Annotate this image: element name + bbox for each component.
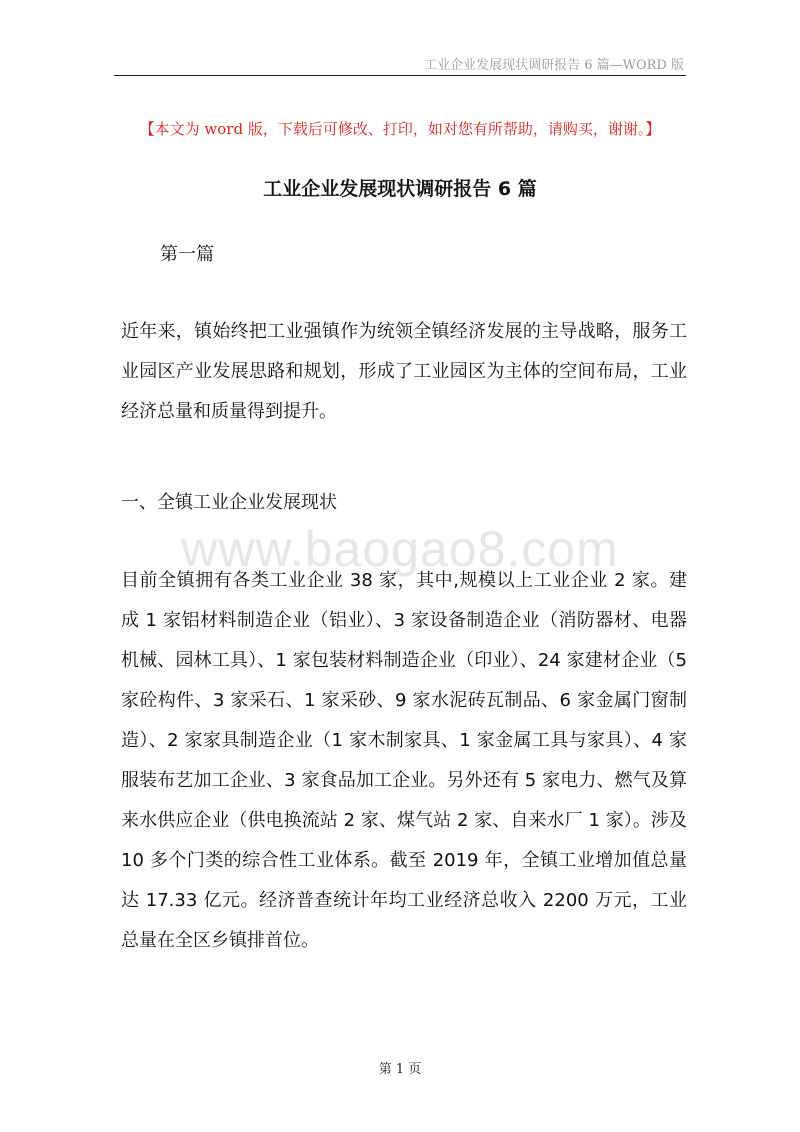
body-paragraph: 目前全镇拥有各类工业企业 38 家，其中,规模以上工业企业 2 家。建成 1 家铝材料制造企业（铝业）、3 家设备制造企业（消防器材、电器机械、园林工具）、1 家包装材料制造企业（印业）、24 家建材企业（5 家砼构件、3 家采石、1 家采砂、9 家水泥砖瓦制品、6 家金属门窗制造）、2 家家具制造企业（1 家木制家具、1 家金属工具与家具）、4 家服装布艺加工企业、3 家食品加工企业。另外还有 5 家电力、燃气及算来水供应企业（供电换流站 2 家、煤气站 2 家、自来水厂 1 家）。涉及 10 多个门类的综合性工业体系。截至 2019 年，全镇工业增加值总量达 17.33 亿元。经济普查统计年均工业经济总收入 2200 万元，工业总量在全区乡镇排首位。 [121,570,687,951]
section-heading: 一、全镇工业企业发展现状 [121,492,337,513]
intro-paragraph: 近年来，镇始终把工业强镇作为统领全镇经济发展的主导战略，服务工业园区产业发展思路和规划，形成了工业园区为主体的空间布局，工业经济总量和质量得到提升。 [121,321,687,422]
purchase-notice: 【本文为 word 版，下载后可修改、打印，如对您有所帮助，请购买，谢谢。】 [139,120,661,138]
running-header: 工业企业发展现状调研报告 6 篇—WORD 版 [424,58,684,73]
header-divider [114,75,686,76]
chapter-label: 第一篇 [160,244,214,265]
document-title: 工业企业发展现状调研报告 6 篇 [263,178,537,200]
site-watermark: www.baogao8.com [181,521,619,577]
page-number: 第 1 页 [378,1062,422,1077]
